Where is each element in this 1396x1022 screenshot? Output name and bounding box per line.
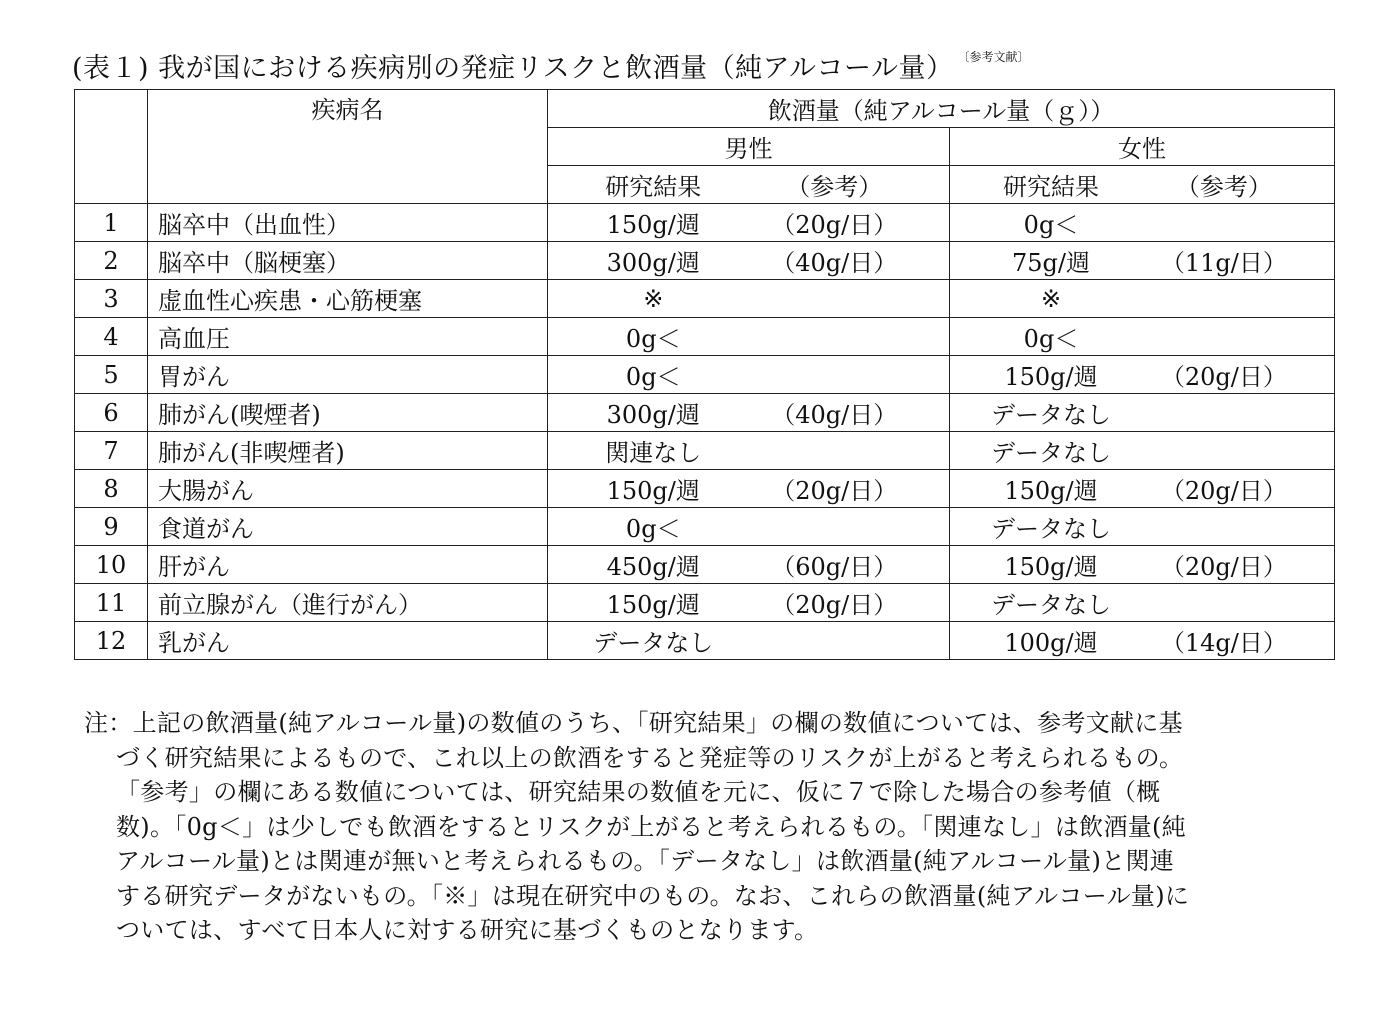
row-number: 6	[75, 394, 148, 432]
male-result: 150g/週	[606, 591, 700, 619]
male-cell	[548, 280, 950, 318]
female-cell	[950, 394, 1335, 432]
male-result: ※	[643, 284, 664, 313]
female-result: 75g/週	[1012, 249, 1090, 277]
table-row	[75, 622, 1335, 660]
disease-name: 肺がん(非喫煙者)	[148, 432, 548, 470]
header-male: 男性	[548, 128, 950, 166]
footnote-line: づく研究結果によるもので、これ以上の飲酒をすると発症等のリスクが上がると考えられるもの。	[116, 743, 1184, 772]
table-row	[75, 280, 1335, 318]
female-cell	[950, 470, 1335, 508]
female-result: 150g/週	[1004, 363, 1098, 391]
female-result: 100g/週	[1004, 629, 1098, 657]
male-reference: （20g/日）	[771, 477, 898, 505]
male-cell	[548, 546, 950, 584]
footnote-line: ついては、すべて日本人に対する研究に基づくものとなります。	[116, 916, 819, 944]
female-result: データなし	[991, 401, 1111, 429]
female-reference: （20g/日）	[1160, 477, 1287, 505]
male-result: 0g＜	[625, 325, 681, 353]
male-cell	[548, 470, 950, 508]
table-row	[75, 242, 1335, 280]
male-cell	[548, 508, 950, 546]
male-result: 300g/週	[606, 249, 700, 277]
female-result: データなし	[991, 439, 1111, 467]
footnote-line: 数)。「0g＜」は少しでも飲酒をするとリスクが上がると考えられるもの。「関連なし」は飲酒量(純	[116, 812, 1187, 841]
female-cell	[950, 356, 1335, 394]
table-row	[75, 394, 1335, 432]
male-result: 0g＜	[625, 363, 681, 391]
male-reference: （60g/日）	[771, 553, 898, 581]
row-number: 10	[75, 546, 148, 584]
male-result: 450g/週	[606, 553, 700, 581]
row-number: 3	[75, 280, 148, 318]
header-number	[75, 90, 148, 204]
risk-table	[74, 89, 1335, 660]
table-row	[75, 546, 1335, 584]
header-female-sub	[950, 166, 1335, 204]
female-cell	[950, 204, 1335, 242]
reference-mark: 〔参考文献〕	[963, 50, 1030, 64]
female-cell	[950, 432, 1335, 470]
disease-name: 肺がん(喫煙者)	[148, 394, 548, 432]
disease-name: 高血圧	[148, 318, 548, 356]
female-reference: （11g/日）	[1160, 249, 1287, 277]
female-cell	[950, 508, 1335, 546]
disease-name: 食道がん	[148, 508, 548, 546]
male-result: 関連なし	[605, 439, 702, 467]
header-amount: 飲酒量（純アルコール量（ｇ））	[548, 90, 1335, 128]
disease-name: 前立腺がん（進行がん）	[148, 584, 548, 622]
male-cell	[548, 394, 950, 432]
table-row	[75, 470, 1335, 508]
disease-name: 脳卒中（出血性）	[148, 204, 548, 242]
table-row	[75, 318, 1335, 356]
male-cell	[548, 432, 950, 470]
table-row	[75, 356, 1335, 394]
header-disease: 疾病名	[148, 90, 548, 204]
row-number: 1	[75, 204, 148, 242]
male-result: 150g/週	[606, 211, 700, 239]
female-cell	[950, 622, 1335, 660]
table-row	[75, 204, 1335, 242]
row-number: 9	[75, 508, 148, 546]
table-row	[75, 584, 1335, 622]
female-cell	[950, 242, 1335, 280]
male-reference: （40g/日）	[771, 249, 898, 277]
male-cell	[548, 622, 950, 660]
disease-name: 大腸がん	[148, 470, 548, 508]
female-result: データなし	[991, 515, 1111, 543]
female-result: 0g＜	[1023, 325, 1079, 353]
row-number: 7	[75, 432, 148, 470]
male-cell	[548, 204, 950, 242]
footnote-line: 「参考」の欄にある数値については、研究結果の数値を元に、仮に７で除した場合の参考値（概	[116, 778, 1161, 806]
female-cell	[950, 546, 1335, 584]
disease-name: 虚血性心疾患・心筋梗塞	[148, 280, 548, 318]
header-male-reference: （参考）	[786, 173, 883, 201]
male-cell	[548, 242, 950, 280]
male-cell	[548, 356, 950, 394]
row-number: 5	[75, 356, 148, 394]
table-title	[72, 46, 1030, 85]
table-row	[75, 432, 1335, 470]
female-reference: （14g/日）	[1160, 629, 1287, 657]
male-result: 0g＜	[625, 515, 681, 543]
row-number: 4	[75, 318, 148, 356]
male-reference: （20g/日）	[771, 211, 898, 239]
male-cell	[548, 318, 950, 356]
row-number: 2	[75, 242, 148, 280]
disease-name: 胃がん	[148, 356, 548, 394]
footnote-line: する研究データがないもの。「※」は現在研究中のもの。なお、これらの飲酒量(純アルコール量)に	[116, 881, 1190, 910]
header-male-result: 研究結果	[605, 173, 702, 201]
row-number: 8	[75, 470, 148, 508]
row-number: 11	[75, 584, 148, 622]
female-result: 150g/週	[1004, 477, 1098, 505]
table-row	[75, 508, 1335, 546]
female-cell	[950, 318, 1335, 356]
header-female: 女性	[950, 128, 1335, 166]
female-reference: （20g/日）	[1160, 363, 1287, 391]
table-title-text: (表１) 我が国における疾病別の発症リスクと飲酒量（純アルコール量）	[72, 53, 954, 84]
footnote	[84, 706, 1340, 948]
male-reference: （20g/日）	[771, 591, 898, 619]
footnote-line: アルコール量)とは関連が無いと考えられるもの。「データなし」は飲酒量(純アルコール量)と関連	[116, 847, 1175, 875]
female-reference: （20g/日）	[1160, 553, 1287, 581]
male-cell	[548, 584, 950, 622]
disease-name: 肝がん	[148, 546, 548, 584]
header-male-sub	[548, 166, 950, 204]
row-number: 12	[75, 622, 148, 660]
female-result: 0g＜	[1023, 211, 1079, 239]
disease-name: 乳がん	[148, 622, 548, 660]
male-result: データなし	[593, 629, 714, 657]
female-cell	[950, 280, 1335, 318]
female-result: データなし	[991, 591, 1111, 619]
female-cell	[950, 584, 1335, 622]
header-female-result: 研究結果	[1003, 173, 1099, 201]
male-result: 300g/週	[606, 401, 700, 429]
footnote-line: 注：上記の飲酒量(純アルコール量)の数値のうち、「研究結果」の欄の数値については、参考文献に基	[84, 709, 1183, 737]
male-reference: （40g/日）	[771, 401, 898, 429]
female-result: 150g/週	[1004, 553, 1098, 581]
header-female-reference: （参考）	[1175, 173, 1272, 201]
female-result: ※	[1040, 284, 1062, 313]
disease-name: 脳卒中（脳梗塞）	[148, 242, 548, 280]
male-result: 150g/週	[606, 477, 700, 505]
